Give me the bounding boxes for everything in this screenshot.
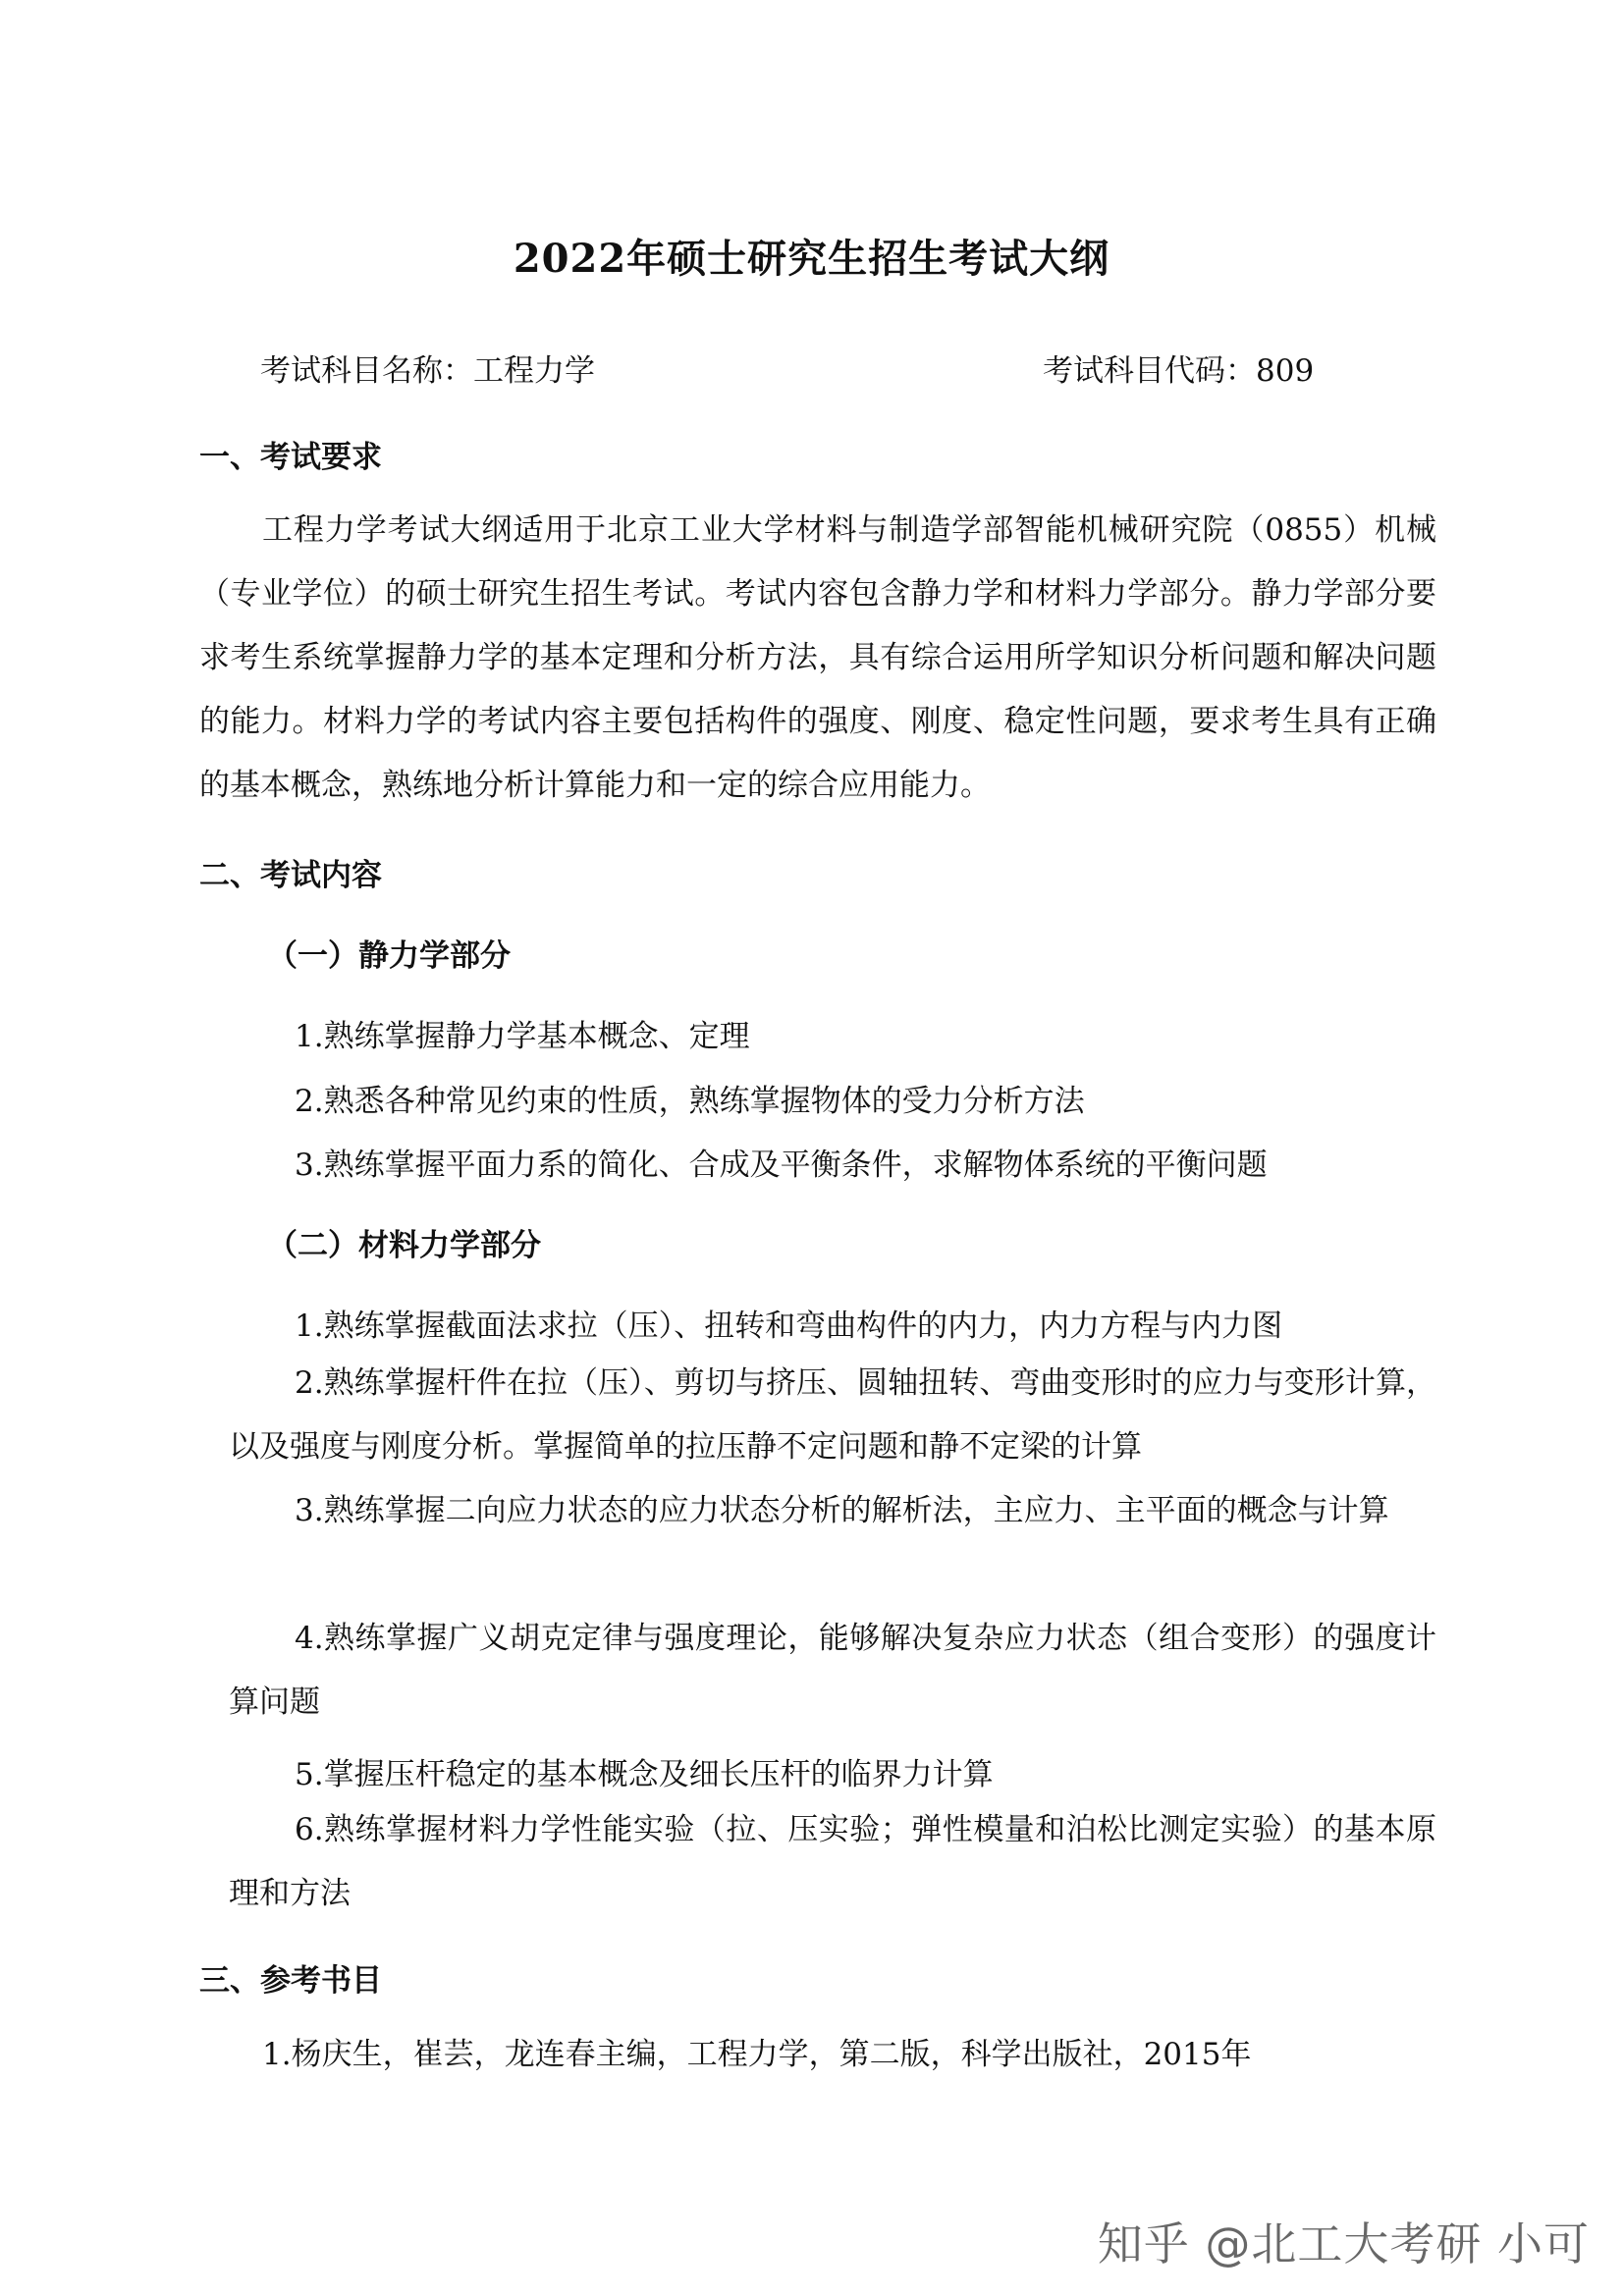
reference-item-1: 1.杨庆生，崔芸，龙连春主编，工程力学，第二版，科学出版社，2015年 <box>262 2037 1252 2072</box>
subsection-heading-materials: （二）材料力学部分 <box>267 1228 541 1263</box>
section-heading-requirements: 一、考试要求 <box>199 440 382 475</box>
materials-item-6: 6.熟练掌握材料力学性能实验（拉、压实验；弹性模量和泊松比测定实验）的基本原理和方法 <box>229 1812 1436 1911</box>
section-heading-references: 三、参考书目 <box>199 1963 382 1999</box>
subject-name: 考试科目名称：工程力学 <box>260 353 595 389</box>
section-heading-content: 二、考试内容 <box>199 858 382 893</box>
materials-item-4: 4.熟练掌握广义胡克定律与强度理论，能够解决复杂应力状态（组合变形）的强度计算问题 <box>229 1621 1436 1720</box>
subject-code: 考试科目代码：809 <box>1043 353 1315 389</box>
subsection-heading-statics: （一）静力学部分 <box>267 938 511 974</box>
page-title: 2022年硕士研究生招生考试大纲 <box>513 236 1110 282</box>
zhihu-watermark: 知乎 @北工大考研 小可 <box>1097 2217 1590 2270</box>
statics-item-2: 2.熟悉各种常见约束的性质，熟练掌握物体的受力分析方法 <box>295 1084 1085 1119</box>
statics-item-3: 3.熟练掌握平面力系的简化、合成及平衡条件，求解物体系统的平衡问题 <box>295 1148 1268 1183</box>
materials-item-3: 3.熟练掌握二向应力状态的应力状态分析的解析法，主应力、主平面的概念与计算 <box>295 1493 1389 1528</box>
materials-item-2: 2.熟练掌握杆件在拉（压）、剪切与挤压、圆轴扭转、弯曲变形时的应力与变形计算，以及强度与刚度分析。掌握简单的拉压静不定问题和静不定梁的计算 <box>229 1365 1436 1465</box>
statics-item-1: 1.熟练掌握静力学基本概念、定理 <box>295 1019 750 1054</box>
materials-item-5: 5.掌握压杆稳定的基本概念及细长压杆的临界力计算 <box>295 1757 994 1792</box>
materials-item-1: 1.熟练掌握截面法求拉（压）、扭转和弯曲构件的内力，内力方程与内力图 <box>295 1308 1283 1344</box>
requirements-paragraph: 工程力学考试大纲适用于北京工业大学材料与制造学部智能机械研究院（0855）机械（专业学位）的硕士研究生招生考试。考试内容包含静力学和材料力学部分。静力学部分要求考生系统掌握静力学的基本定理和分析方法，具有综合运用所学知识分析问题和解决问题的能力。材料力学的考试内容主要包括构件的强度、刚度、稳定性问题，要求考生具有正确的基本概念，熟练地分析计算能力和一定的综合应用能力。 <box>199 512 1436 803</box>
